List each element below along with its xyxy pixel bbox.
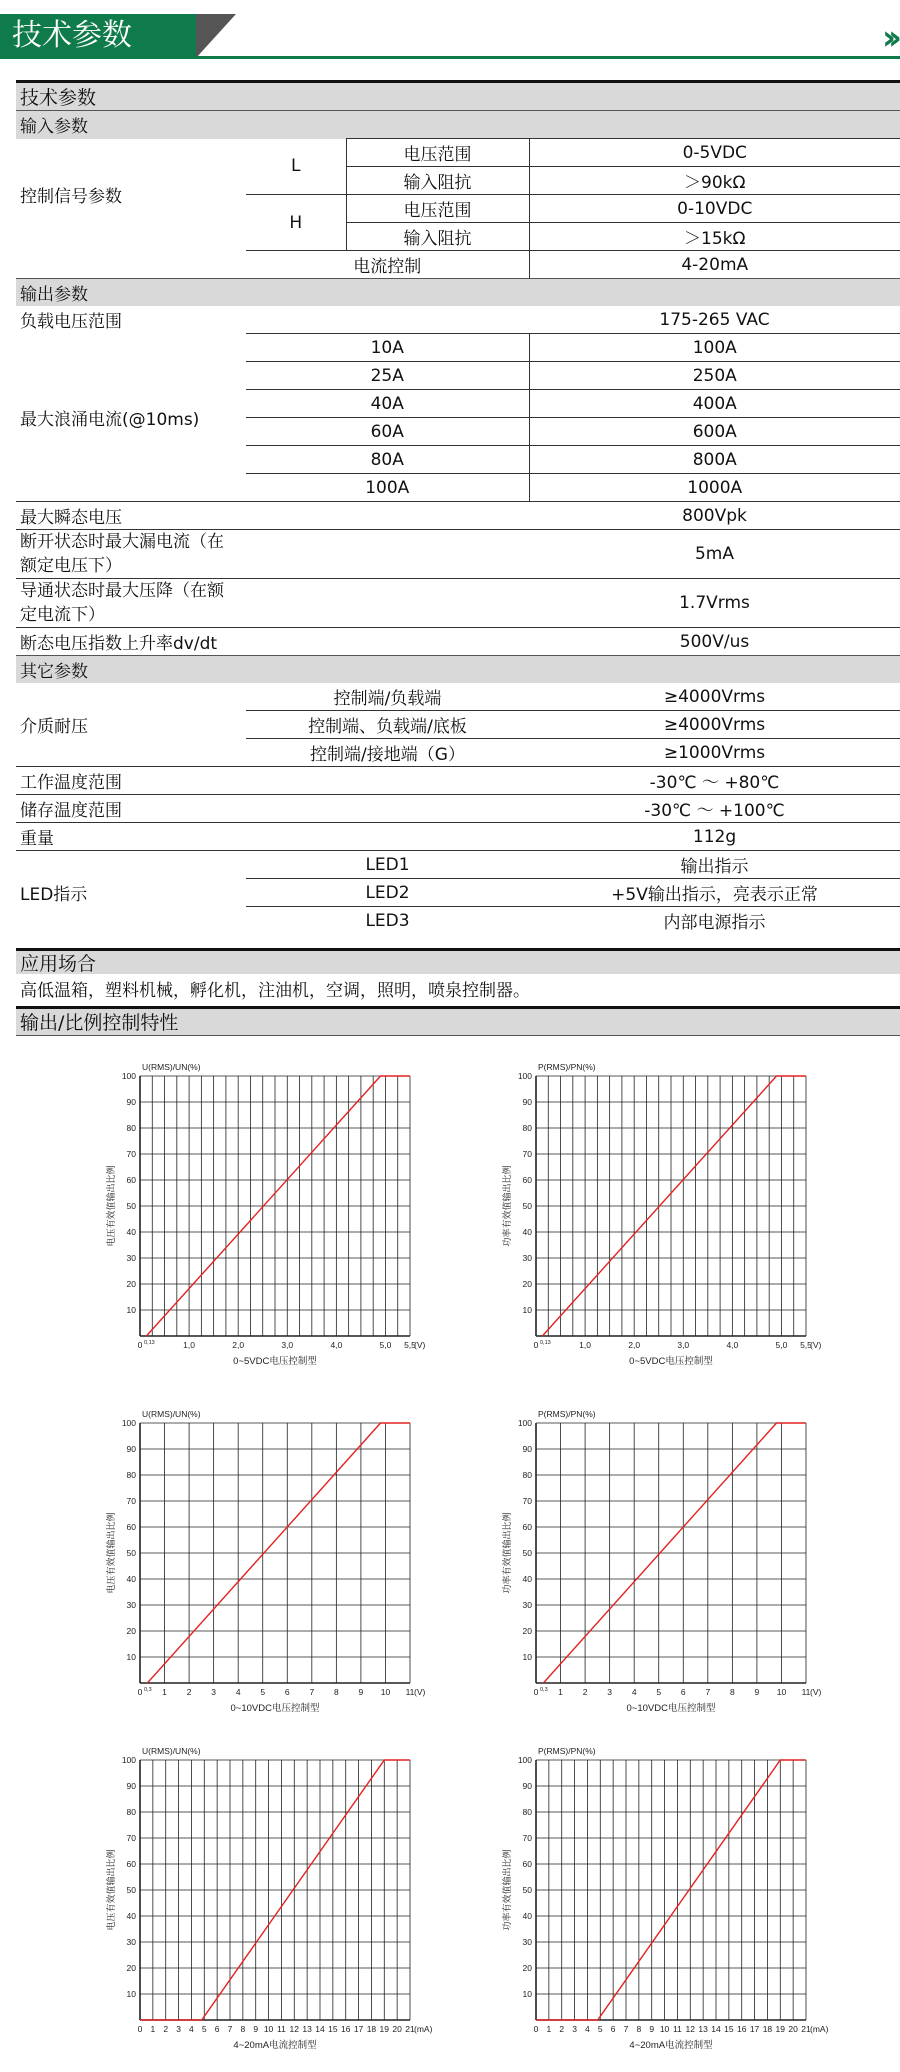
drop-label [16, 579, 529, 628]
transient-label: 最大瞬态电压 [16, 502, 529, 530]
y-tick-label: 80 [522, 1470, 532, 1480]
dvdt-label: 断态电压指数上升率dv/dt [16, 628, 529, 656]
chart-voltage-4-20ma [90, 1742, 450, 2072]
y-tick-label: 60 [126, 1175, 136, 1185]
y-tick-label: 50 [126, 1548, 136, 1558]
x-tick-label: 15 [328, 2024, 338, 2034]
surge-value: 250A [529, 362, 900, 390]
x-tick-label: 4 [235, 1687, 241, 1697]
y-tick-label: 40 [126, 1227, 136, 1237]
x-tick-label: 11 [801, 1687, 811, 1697]
x-tick-label: 8 [729, 1687, 735, 1697]
leak-value: 5mA [529, 530, 900, 579]
load-voltage-value: 175-265 VAC [659, 309, 770, 330]
y-tick-label: 20 [522, 1626, 532, 1636]
table-row [16, 139, 900, 167]
y-tick-label: 30 [126, 1253, 136, 1263]
x-tick-label: 16 [340, 2024, 351, 2034]
x-tick-label: 2 [163, 2024, 169, 2034]
table-row [16, 579, 900, 628]
x-tick-label: 15 [724, 2024, 734, 2034]
chart-power-4-20ma [486, 1742, 846, 2072]
x-tick-label: 11 [405, 1687, 415, 1697]
x-tick-label: 1 [558, 1687, 563, 1697]
y-tick-label: 60 [126, 1522, 136, 1532]
y-tick-label: 60 [126, 1859, 136, 1869]
x-unit-label: (mA) [414, 2024, 433, 2034]
x-tick-label: 12 [289, 2024, 300, 2034]
x-axis-label: 0~5VDC电压控制型 [233, 1356, 317, 1367]
table-row [16, 251, 900, 279]
x-tick-label: 2 [582, 1687, 588, 1697]
y-axis-top-label: U(RMS)/UN(%) [142, 1746, 201, 1756]
y-tick-label: 60 [522, 1522, 532, 1532]
x-tick-label: 21 [405, 2024, 415, 2034]
x-tick-label: 1,0 [579, 1340, 592, 1350]
y-tick-label: 30 [126, 1600, 136, 1610]
y-tick-label: 100 [517, 1755, 532, 1765]
y-tick-label: 20 [522, 1963, 532, 1973]
surge-rated: 25A [246, 362, 529, 390]
x-tick-label: 14 [711, 2024, 721, 2034]
y-tick-label: 60 [522, 1175, 532, 1185]
curves-title: 输出/比例控制特性 [16, 1006, 900, 1036]
x-axis-label: 4~20mA电流控制型 [233, 2040, 317, 2051]
y-tick-label: 80 [126, 1123, 136, 1133]
x-axis-label: 0~10VDC电压控制型 [230, 1703, 320, 1714]
y-tick-label: 70 [126, 1833, 136, 1843]
weight-label: 重量 [16, 823, 529, 851]
y-tick-label: 90 [126, 1444, 136, 1454]
x-tick-label: 17 [749, 2024, 760, 2034]
y-axis-label: 功率有效值输出比例 [502, 1512, 512, 1594]
dielectric-between: 控制端、负载端/底板 [246, 711, 529, 739]
x-tick-label: 18 [366, 2024, 377, 2034]
y-tick-label: 40 [126, 1574, 136, 1584]
x-tick-label: 5,0 [379, 1340, 392, 1350]
surge-value: 100A [529, 334, 900, 362]
input-header [16, 111, 900, 139]
chart-voltage-0-5v [90, 1058, 450, 1388]
y-tick-label: 80 [126, 1470, 136, 1480]
transient-value: 800Vpk [529, 502, 900, 530]
x-tick-label: 6 [610, 2024, 616, 2034]
x-tick-label: 5,5 [404, 1340, 416, 1350]
x-tick-label: 20 [392, 2024, 402, 2034]
x-tick-label: 3,0 [677, 1340, 690, 1350]
y-tick-label: 70 [522, 1833, 532, 1843]
x-tick-label: 0 [137, 2024, 143, 2034]
y-tick-label: 60 [522, 1859, 532, 1869]
y-axis-top-label: U(RMS)/UN(%) [142, 1062, 201, 1072]
y-tick-label: 40 [522, 1227, 532, 1237]
group-name: L [246, 139, 346, 195]
param-name: 输入阻抗 [346, 167, 529, 195]
param-name: 输入阻抗 [346, 223, 529, 251]
param-name: 电压范围 [346, 195, 529, 223]
dielectric-label: 介质耐压 [20, 717, 88, 737]
dielectric-value: ≥4000Vrms [529, 711, 900, 739]
y-tick-label: 40 [126, 1911, 136, 1921]
x-tick-label: 0 [533, 1340, 539, 1350]
spec-table [16, 80, 900, 934]
y-axis-label: 功率有效值输出比例 [502, 1849, 512, 1931]
x-tick-label: 10 [776, 1687, 787, 1697]
x-tick-label: 21 [801, 2024, 811, 2034]
x-tick-label: 13 [698, 2024, 708, 2034]
x-tick-label: 8 [636, 2024, 642, 2034]
led-desc: 输出指示 [529, 851, 900, 879]
y-tick-label: 50 [126, 1201, 136, 1211]
x-tick-label: 4 [631, 1687, 637, 1697]
x-tick-label: 0 [137, 1340, 143, 1350]
led-name: LED2 [246, 879, 529, 907]
y-tick-label: 10 [522, 1989, 532, 1999]
table-row [16, 851, 900, 879]
y-tick-label: 70 [522, 1496, 532, 1506]
y-tick-label: 20 [126, 1279, 136, 1289]
x-tick-label: 8 [333, 1687, 339, 1697]
output-title: 输出参数 [16, 279, 900, 307]
y-axis-top-label: P(RMS)/PN(%) [538, 1409, 596, 1419]
x-tick-label: 4 [189, 2024, 194, 2034]
table-row [16, 823, 900, 851]
x-start-label: 0,13 [144, 1340, 155, 1346]
led-name: LED1 [246, 851, 529, 879]
y-tick-label: 80 [522, 1807, 532, 1817]
y-tick-label: 20 [522, 1279, 532, 1289]
x-tick-label: 5 [656, 1687, 662, 1697]
x-tick-label: 4,0 [330, 1340, 343, 1350]
x-tick-label: 0 [533, 2024, 539, 2034]
y-tick-label: 40 [522, 1911, 532, 1921]
param-name: 电压范围 [346, 139, 529, 167]
x-unit-label: (V) [414, 1687, 426, 1697]
x-tick-label: 11 [277, 2024, 286, 2034]
y-tick-label: 10 [522, 1652, 532, 1662]
dielectric-between: 控制端/接地端（G） [246, 739, 529, 767]
x-tick-label: 10 [659, 2024, 670, 2034]
surge-label: 最大浪涌电流(@10ms) [20, 409, 200, 430]
page-banner [0, 0, 900, 62]
x-tick-label: 3 [607, 1687, 613, 1697]
drop-label-line1: 导通状态时最大压降（在额 [20, 581, 224, 601]
x-start-label: 0,3 [144, 1687, 152, 1693]
application-text: 高低温箱，塑料机械，孵化机，注油机，空调，照明，喷泉控制器。 [20, 981, 530, 1001]
y-tick-label: 20 [126, 1963, 136, 1973]
surge-rated: 60A [246, 418, 529, 446]
drop-label-line2: 定电流下） [20, 605, 105, 625]
y-tick-label: 20 [126, 1626, 136, 1636]
y-tick-label: 100 [121, 1071, 136, 1081]
surge-value: 400A [529, 390, 900, 418]
x-tick-label: 4,0 [726, 1340, 739, 1350]
x-tick-label: 1 [546, 2024, 552, 2034]
op-temp-label: 工作温度范围 [16, 767, 529, 795]
dielectric-value: ≥1000Vrms [529, 739, 900, 767]
x-tick-label: 6 [284, 1687, 290, 1697]
x-tick-label: 9 [649, 2024, 655, 2034]
chart-power-0-5v [486, 1058, 846, 1388]
dielectric-between: 控制端/负载端 [333, 689, 442, 709]
spec-section-header [16, 82, 900, 111]
surge-rated: 80A [246, 446, 529, 474]
leak-label-line2: 额定电压下） [20, 556, 122, 576]
x-tick-label: 18 [762, 2024, 773, 2034]
y-tick-label: 100 [517, 1071, 532, 1081]
led-desc: 内部电源指示 [529, 907, 900, 935]
param-value: 0-5VDC [529, 139, 900, 167]
x-tick-label: 0 [533, 1687, 539, 1697]
dvdt-value: 500V/us [529, 628, 900, 656]
chart-power-0-10v [486, 1405, 846, 1735]
table-row [16, 334, 900, 362]
x-tick-label: 3,0 [281, 1340, 294, 1350]
surge-value: 1000A [529, 474, 900, 502]
x-tick-label: 5 [597, 2024, 603, 2034]
y-tick-label: 90 [522, 1097, 532, 1107]
double-chevron-right-icon: ›› [881, 18, 894, 58]
led-desc: +5V输出指示，亮表示正常 [529, 879, 900, 907]
y-tick-label: 50 [126, 1885, 136, 1895]
y-tick-label: 80 [522, 1123, 532, 1133]
x-tick-label: 3 [211, 1687, 217, 1697]
x-tick-label: 20 [788, 2024, 798, 2034]
table-row [16, 306, 900, 334]
y-axis-label: 功率有效值输出比例 [502, 1165, 512, 1247]
x-tick-label: 7 [227, 2024, 233, 2034]
y-axis-label: 电压有效值输出比例 [106, 1849, 116, 1931]
x-tick-label: 7 [705, 1687, 711, 1697]
x-tick-label: 3 [572, 2024, 577, 2034]
y-tick-label: 70 [126, 1496, 136, 1506]
x-tick-label: 8 [240, 2024, 246, 2034]
x-start-label: 0,13 [540, 1340, 551, 1346]
x-tick-label: 0 [137, 1687, 143, 1697]
dielectric-value: ≥4000Vrms [663, 686, 766, 707]
y-tick-label: 90 [522, 1781, 532, 1791]
y-tick-label: 40 [522, 1574, 532, 1584]
y-axis-label: 电压有效值输出比例 [106, 1512, 116, 1594]
current-control-value: 4-20mA [529, 251, 900, 279]
x-tick-label: 6 [214, 2024, 220, 2034]
output-header [16, 279, 900, 307]
st-temp-value: -30℃ ～ +100℃ [529, 795, 900, 823]
x-tick-label: 1,0 [183, 1340, 196, 1350]
y-axis-label: 电压有效值输出比例 [106, 1165, 116, 1247]
drop-value: 1.7Vrms [529, 579, 900, 628]
x-tick-label: 1 [150, 2024, 156, 2034]
leak-label [16, 530, 529, 579]
other-header [16, 656, 900, 684]
y-tick-label: 30 [522, 1937, 532, 1947]
y-tick-label: 70 [126, 1149, 136, 1159]
x-tick-label: 2 [186, 1687, 192, 1697]
y-axis-top-label: P(RMS)/PN(%) [538, 1062, 596, 1072]
x-tick-label: 9 [253, 2024, 259, 2034]
x-tick-label: 5 [260, 1687, 266, 1697]
y-tick-label: 50 [522, 1201, 532, 1211]
x-tick-label: 5,5 [800, 1340, 812, 1350]
surge-rated: 40A [246, 390, 529, 418]
param-value: ＞15kΩ [529, 223, 900, 251]
x-tick-label: 16 [736, 2024, 747, 2034]
table-row [16, 502, 900, 530]
y-tick-label: 30 [522, 1600, 532, 1610]
current-control-param: 电流控制 [246, 251, 529, 279]
x-tick-label: 10 [380, 1687, 391, 1697]
surge-value: 600A [529, 418, 900, 446]
x-start-label: 0,3 [540, 1687, 548, 1693]
x-tick-label: 5 [201, 2024, 207, 2034]
y-tick-label: 10 [126, 1652, 136, 1662]
y-tick-label: 30 [522, 1253, 532, 1263]
table-row [16, 795, 900, 823]
x-tick-label: 10 [263, 2024, 274, 2034]
x-axis-label: 4~20mA电流控制型 [629, 2040, 713, 2051]
surge-rated: 100A [246, 474, 529, 502]
x-tick-label: 6 [680, 1687, 686, 1697]
y-tick-label: 100 [121, 1418, 136, 1428]
chart-voltage-0-10v [90, 1405, 450, 1735]
y-tick-label: 10 [126, 1305, 136, 1315]
x-tick-label: 9 [754, 1687, 760, 1697]
x-tick-label: 19 [379, 2024, 390, 2034]
op-temp-value: -30℃ ～ +80℃ [529, 767, 900, 795]
x-tick-label: 11 [673, 2024, 682, 2034]
surge-rated: 10A [246, 334, 529, 362]
x-tick-label: 7 [309, 1687, 315, 1697]
load-voltage-label: 负载电压范围 [20, 312, 122, 332]
x-tick-label: 7 [623, 2024, 629, 2034]
param-value: 0-10VDC [529, 195, 900, 223]
y-tick-label: 30 [126, 1937, 136, 1947]
spec-section-title: 技术参数 [16, 82, 900, 111]
led-label: LED指示 [16, 851, 246, 935]
table-row [16, 683, 900, 711]
surge-value: 800A [529, 446, 900, 474]
banner-title: 技术参数 [12, 18, 132, 53]
input-title: 输入参数 [16, 111, 900, 139]
x-tick-label: 2,0 [628, 1340, 641, 1350]
y-tick-label: 90 [126, 1781, 136, 1791]
x-tick-label: 19 [775, 2024, 786, 2034]
banner-wedge [196, 14, 236, 58]
x-unit-label: (V) [810, 1687, 822, 1697]
x-axis-label: 0~5VDC电压控制型 [629, 1356, 713, 1367]
x-tick-label: 17 [353, 2024, 364, 2034]
st-temp-label: 储存温度范围 [16, 795, 529, 823]
y-tick-label: 10 [522, 1305, 532, 1315]
group-name: H [246, 195, 346, 251]
x-tick-label: 5,0 [775, 1340, 788, 1350]
led-name: LED3 [246, 907, 529, 935]
other-title: 其它参数 [16, 656, 900, 684]
x-tick-label: 3 [176, 2024, 181, 2034]
y-tick-label: 90 [522, 1444, 532, 1454]
y-tick-label: 80 [126, 1807, 136, 1817]
x-tick-label: 12 [685, 2024, 696, 2034]
table-row [16, 530, 900, 579]
x-tick-label: 9 [358, 1687, 364, 1697]
x-unit-label: (mA) [810, 2024, 829, 2034]
y-tick-label: 50 [522, 1548, 532, 1558]
table-row [16, 767, 900, 795]
y-tick-label: 50 [522, 1885, 532, 1895]
x-unit-label: (V) [414, 1340, 426, 1350]
control-signal-label: 控制信号参数 [20, 187, 122, 207]
y-tick-label: 100 [517, 1418, 532, 1428]
y-tick-label: 100 [121, 1755, 136, 1765]
x-tick-label: 14 [315, 2024, 325, 2034]
x-tick-label: 1 [162, 1687, 167, 1697]
y-tick-label: 90 [126, 1097, 136, 1107]
x-tick-label: 4 [585, 2024, 590, 2034]
param-value: ＞90kΩ [529, 167, 900, 195]
y-axis-top-label: P(RMS)/PN(%) [538, 1746, 596, 1756]
y-tick-label: 10 [126, 1989, 136, 1999]
table-row [16, 628, 900, 656]
application-title: 应用场合 [16, 948, 900, 974]
leak-label-line1: 断开状态时最大漏电流（在 [20, 532, 224, 552]
x-tick-label: 2,0 [232, 1340, 245, 1350]
y-tick-label: 70 [522, 1149, 532, 1159]
weight-value: 112g [529, 823, 900, 851]
x-tick-label: 13 [302, 2024, 312, 2034]
x-unit-label: (V) [810, 1340, 822, 1350]
y-axis-top-label: U(RMS)/UN(%) [142, 1409, 201, 1419]
x-tick-label: 2 [559, 2024, 565, 2034]
banner-rule [0, 56, 900, 59]
x-axis-label: 0~10VDC电压控制型 [626, 1703, 716, 1714]
